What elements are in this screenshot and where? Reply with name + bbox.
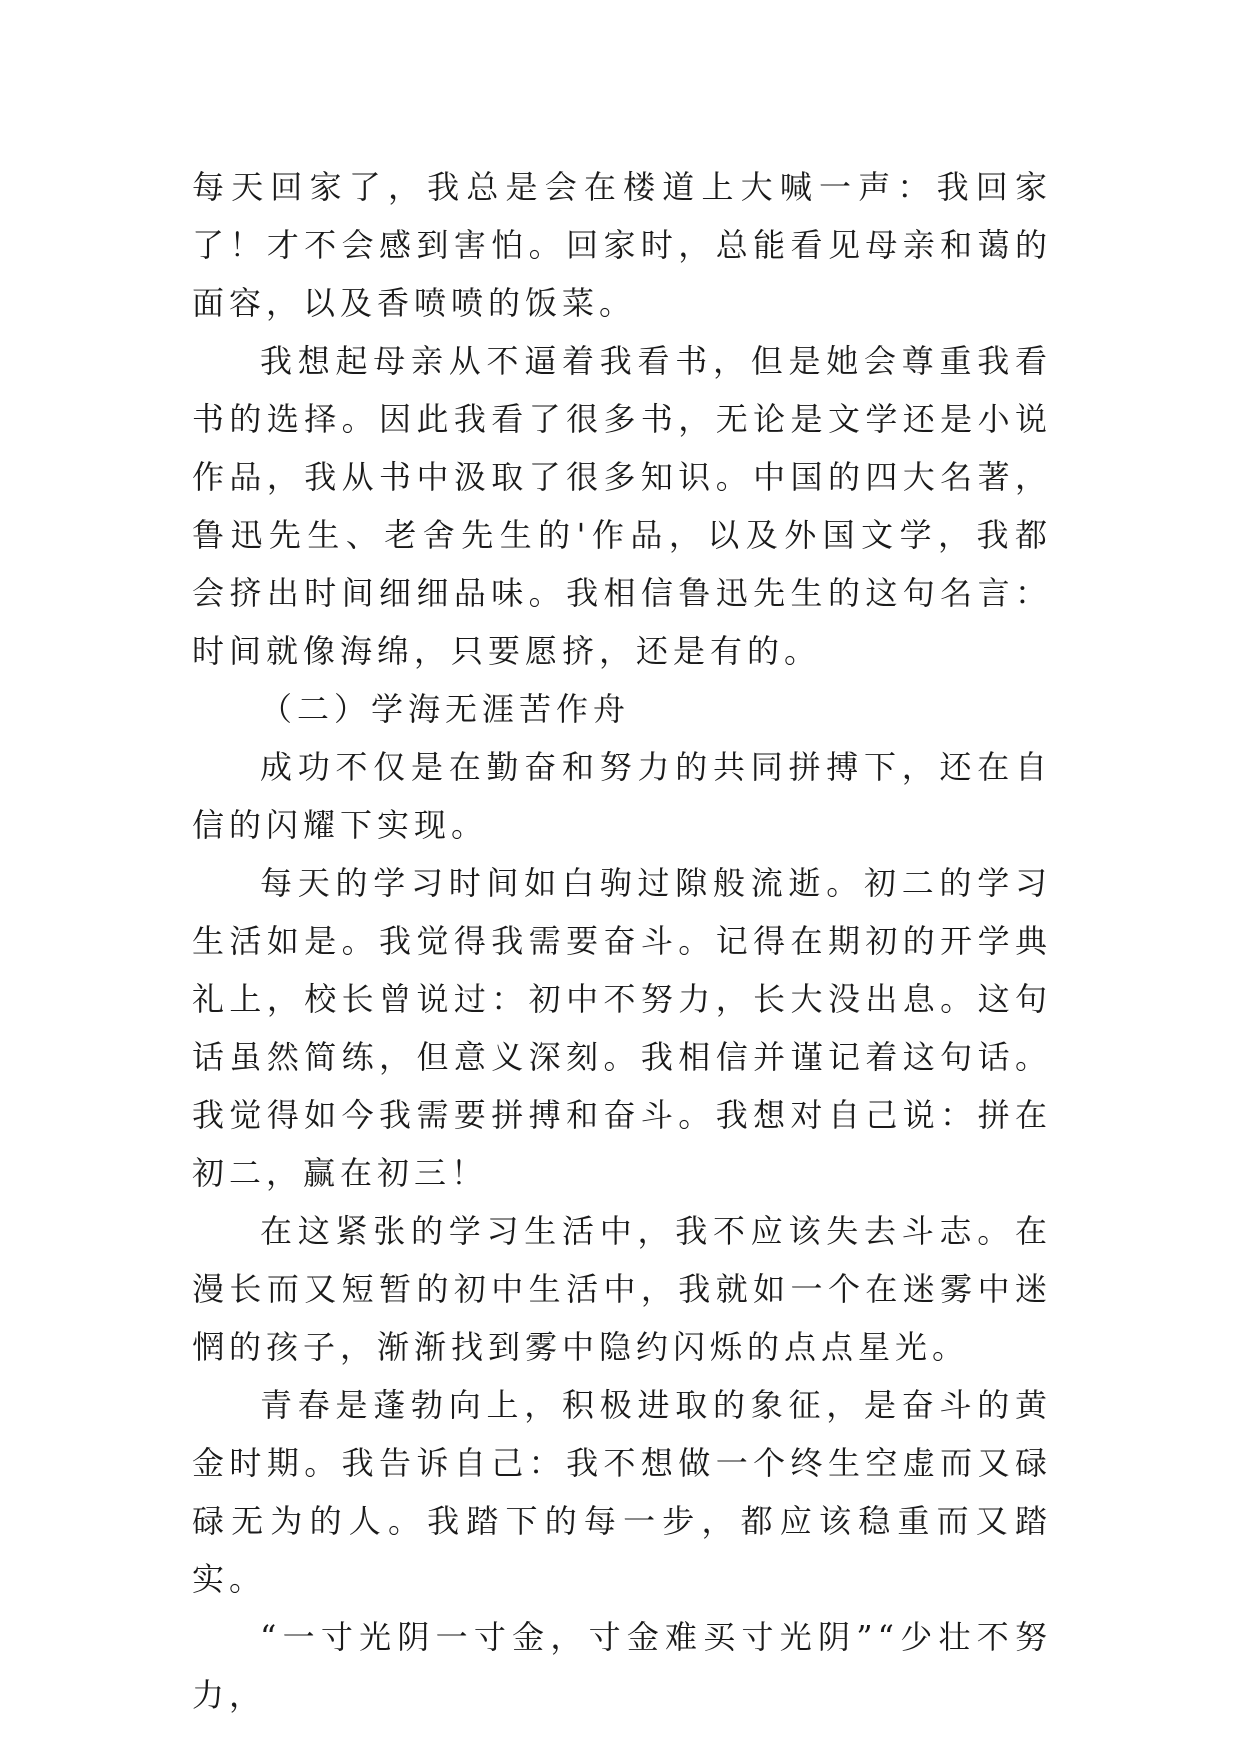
paragraph-mother-books: 我想起母亲从不逼着我看书，但是她会尊重我看书的选择。因此我看了很多书，无论是文学还是小说作品，我从书中汲取了很多知识。中国的四大名著，鲁迅先生、老舍先生的'作品，以及外国文学，我都会挤出时间细细品味。我相信鲁迅先生的这句名言：时间就像海绵，只要愿挤，还是有的。 xyxy=(192,342,1052,670)
paragraph-coming-home: 每天回家了，我总是会在楼道上大喊一声：我回家了！才不会感到害怕。回家时，总能看见母亲和蔼的面容，以及香喷喷的饭菜。 xyxy=(192,168,1052,322)
document-body xyxy=(192,158,1052,1724)
paragraph-study-life: 在这紧张的学习生活中，我不应该失去斗志。在漫长而又短暂的初中生活中，我就如一个在迷雾中迷惘的孩子，渐渐找到雾中隐约闪烁的点点星光。 xyxy=(192,1212,1052,1366)
paragraph-success: 成功不仅是在勤奋和努力的共同拼搏下，还在自信的闪耀下实现。 xyxy=(192,748,1052,844)
paragraph-youth: 青春是蓬勃向上，积极进取的象征，是奋斗的黄金时期。我告诉自己：我不想做一个终生空虚而又碌碌无为的人。我踏下的每一步，都应该稳重而又踏实。 xyxy=(192,1386,1052,1598)
section-heading: （二）学海无涯苦作舟 xyxy=(260,690,631,728)
paragraph-proverb: “一寸光阴一寸金，寸金难买寸光阴”“少壮不努力， xyxy=(192,1618,1052,1714)
paragraph-study-time: 每天的学习时间如白驹过隙般流逝。初二的学习生活如是。我觉得我需要奋斗。记得在期初的开学典礼上，校长曾说过：初中不努力，长大没出息。这句话虽然简练，但意义深刻。我相信并谨记着这句话。我觉得如今我需要拼搏和奋斗。我想对自己说：拼在初二，赢在初三！ xyxy=(192,864,1052,1192)
